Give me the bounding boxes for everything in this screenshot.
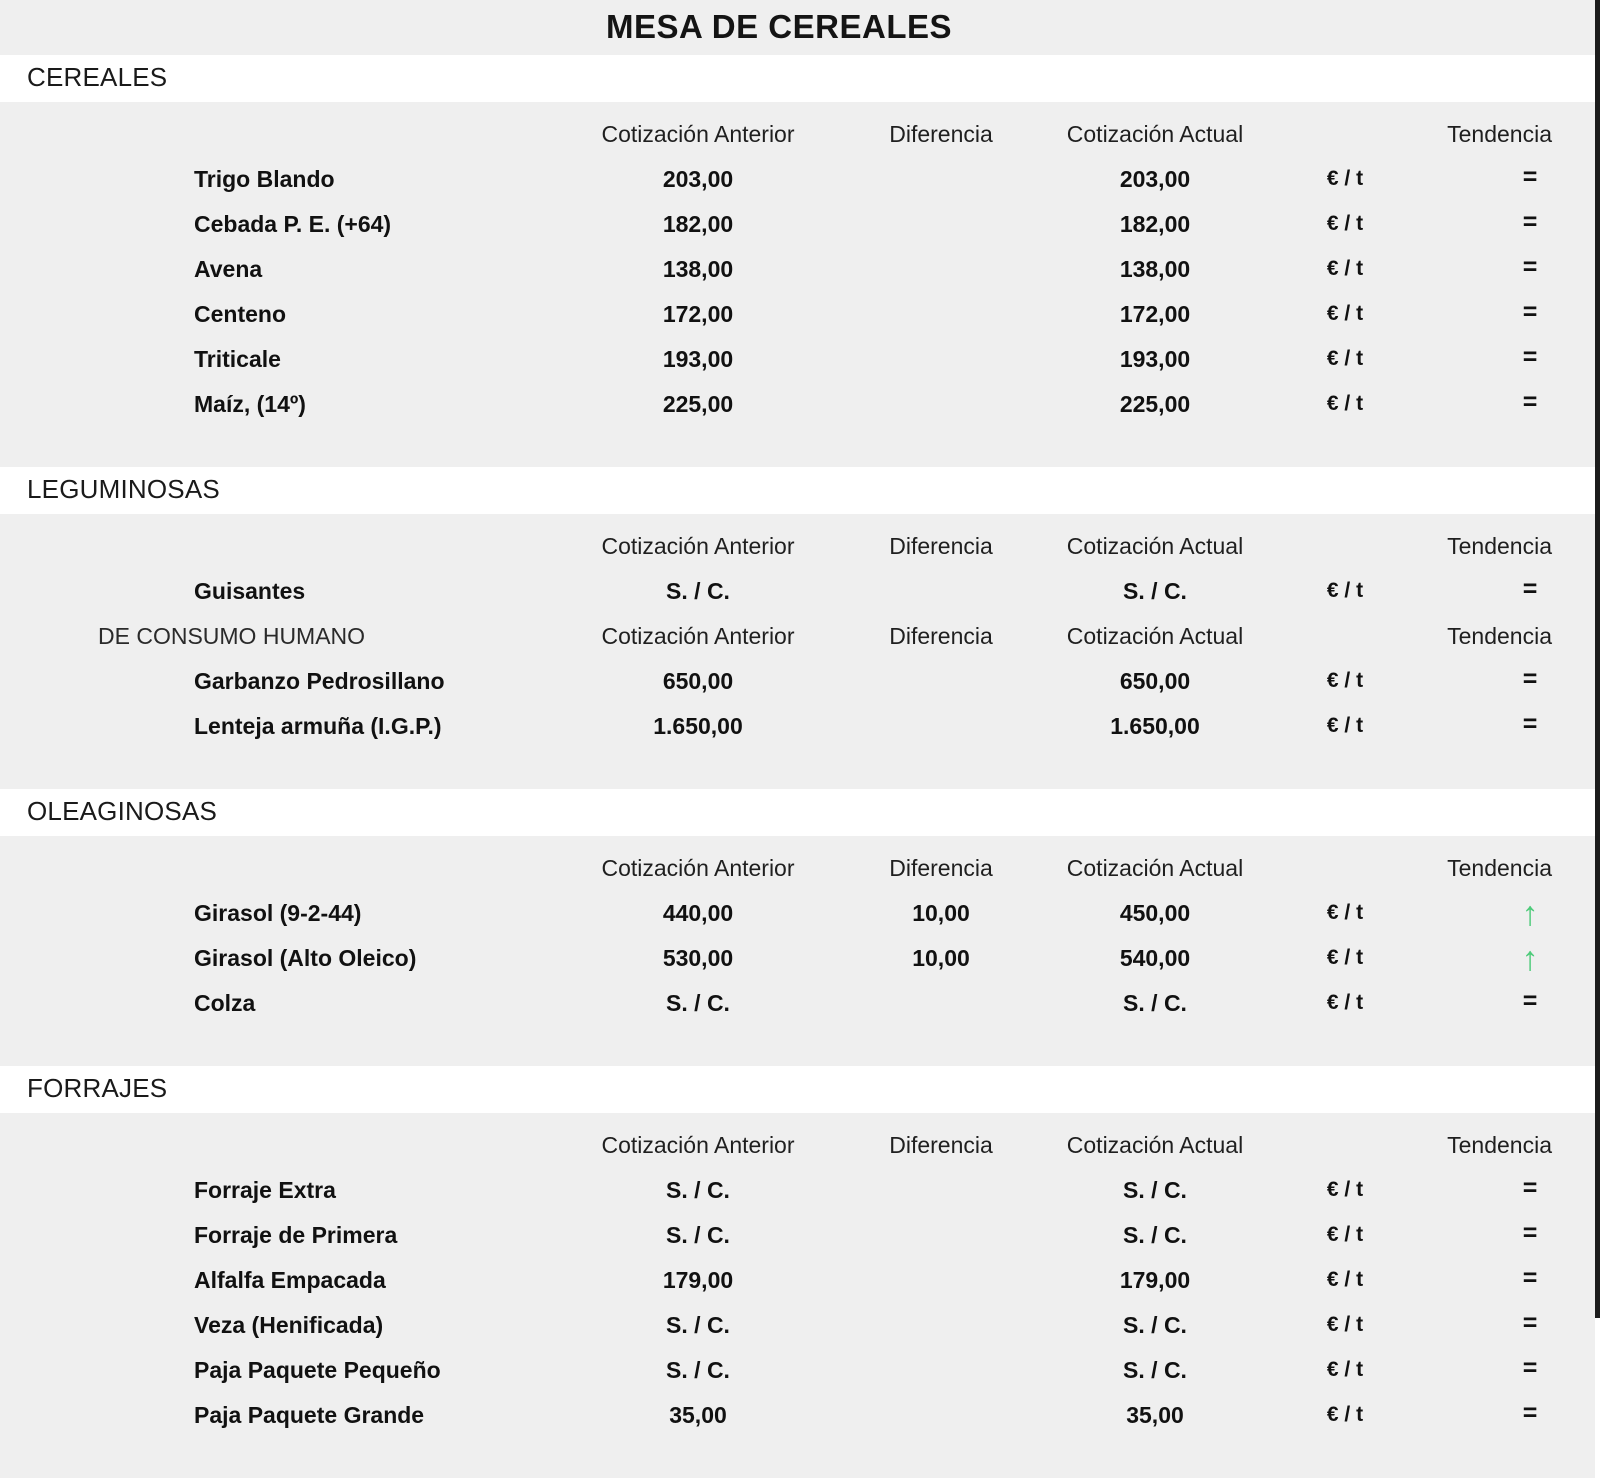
product-name: Trigo Blando xyxy=(194,166,335,192)
unit-label: € / t xyxy=(1326,901,1364,924)
previous-quote-value: 138,00 xyxy=(662,256,734,282)
unit-label: € / t xyxy=(1326,347,1364,370)
trend-equal-icon: = xyxy=(1522,1174,1538,1202)
current-quote-value: 35,00 xyxy=(1126,1402,1184,1428)
unit-label: € / t xyxy=(1326,212,1364,235)
previous-quote-value: 530,00 xyxy=(662,945,734,971)
product-name: Garbanzo Pedrosillano xyxy=(194,668,445,694)
trend-equal-icon: = xyxy=(1522,208,1538,236)
section-header-forrajes xyxy=(0,1066,1595,1113)
arrow-up-glyph: ↑ xyxy=(1521,940,1539,978)
product-name: Lenteja armuña (I.G.P.) xyxy=(194,713,442,739)
previous-quote-value: 35,00 xyxy=(669,1402,727,1428)
unit-label: € / t xyxy=(1326,1223,1364,1246)
table-row xyxy=(0,1213,1595,1258)
unit-label: € / t xyxy=(1326,302,1364,325)
unit-label: € / t xyxy=(1326,1403,1364,1426)
current-quote-value: 203,00 xyxy=(1119,166,1191,192)
previous-quote-value: S. / C. xyxy=(666,578,730,604)
row-spacer xyxy=(0,427,1595,467)
section-title: OLEAGINOSAS xyxy=(27,796,218,826)
column-header-difference: Diferencia xyxy=(889,121,993,147)
previous-quote-value: 440,00 xyxy=(662,900,734,926)
trend-equal-icon: = xyxy=(1522,1309,1538,1337)
difference-value: Diferencia xyxy=(889,623,993,649)
trend-equal-icon: = xyxy=(1522,1399,1538,1427)
previous-quote-value: S. / C. xyxy=(666,1222,730,1248)
table-row xyxy=(0,247,1595,292)
difference-value: 10,00 xyxy=(912,945,970,971)
product-name: Forraje de Primera xyxy=(194,1222,398,1248)
product-name: Centeno xyxy=(194,301,286,327)
section-rows xyxy=(0,1113,1595,1478)
column-header-difference: Diferencia xyxy=(889,533,993,559)
table-row xyxy=(0,1168,1595,1213)
table-row xyxy=(0,704,1595,749)
column-header-current: Cotización Actual xyxy=(1066,855,1244,881)
column-header-trend: Tendencia xyxy=(1447,623,1552,649)
row-spacer xyxy=(0,514,1595,524)
column-header-current: Cotización Actual xyxy=(1066,121,1244,147)
table-row xyxy=(0,891,1595,936)
unit-label: € / t xyxy=(1326,946,1364,969)
trend-equal-icon: = xyxy=(1522,665,1538,693)
product-name: Alfalfa Empacada xyxy=(194,1267,386,1293)
current-quote-value: S. / C. xyxy=(1123,990,1187,1016)
trend-equal-icon: = xyxy=(1522,298,1538,326)
section-rows xyxy=(0,514,1595,789)
current-quote-value: 225,00 xyxy=(1119,391,1191,417)
column-header-row xyxy=(0,1123,1595,1168)
table-row xyxy=(0,1348,1595,1393)
section-header-oleaginosas xyxy=(0,789,1595,836)
column-header-previous: Cotización Anterior xyxy=(601,855,795,881)
title-band xyxy=(0,0,1595,55)
table-row xyxy=(0,157,1595,202)
column-header-previous: Cotización Anterior xyxy=(601,533,795,559)
section-rows xyxy=(0,836,1595,1066)
column-header-difference: Diferencia xyxy=(889,855,993,881)
current-quote-value: S. / C. xyxy=(1123,1357,1187,1383)
current-quote-value: 450,00 xyxy=(1119,900,1191,926)
current-quote-value: 179,00 xyxy=(1119,1267,1191,1293)
section-title: CEREALES xyxy=(27,62,168,92)
product-name: Girasol (9-2-44) xyxy=(194,900,362,926)
unit-label: € / t xyxy=(1326,669,1364,692)
table-row xyxy=(0,569,1595,614)
previous-quote-value: S. / C. xyxy=(666,1357,730,1383)
trend-equal-icon: = xyxy=(1522,987,1538,1015)
current-quote-value: 540,00 xyxy=(1119,945,1191,971)
row-spacer xyxy=(0,1438,1595,1478)
column-header-row xyxy=(0,524,1595,569)
table-row xyxy=(0,1258,1595,1303)
product-name: Triticale xyxy=(194,346,281,372)
table-row xyxy=(0,202,1595,247)
trend-equal-icon: = xyxy=(1522,253,1538,281)
section-header-leguminosas xyxy=(0,467,1595,514)
column-header-current: Cotización Actual xyxy=(1066,533,1244,559)
row-spacer xyxy=(0,749,1595,789)
row-spacer xyxy=(0,102,1595,112)
trend-equal-icon: = xyxy=(1522,163,1538,191)
column-header-trend: Tendencia xyxy=(1447,533,1552,559)
previous-quote-value: 179,00 xyxy=(662,1267,734,1293)
column-header-trend: Tendencia xyxy=(1447,855,1552,881)
table-row xyxy=(0,981,1595,1026)
unit-label: € / t xyxy=(1326,392,1364,415)
section-header-cereales xyxy=(0,55,1595,102)
previous-quote-value: S. / C. xyxy=(666,1312,730,1338)
unit-label: € / t xyxy=(1326,991,1364,1014)
previous-quote-value: 650,00 xyxy=(662,668,734,694)
product-name: Forraje Extra xyxy=(194,1177,336,1203)
column-header-row xyxy=(0,846,1595,891)
current-quote-value: 182,00 xyxy=(1119,211,1191,237)
difference-value: 10,00 xyxy=(912,900,970,926)
unit-label: € / t xyxy=(1326,579,1364,602)
current-quote-value: 138,00 xyxy=(1119,256,1191,282)
current-quote-value: S. / C. xyxy=(1123,1177,1187,1203)
unit-label: € / t xyxy=(1326,1178,1364,1201)
column-header-current: Cotización Actual xyxy=(1066,1132,1244,1158)
unit-label: € / t xyxy=(1326,167,1364,190)
table-row xyxy=(0,292,1595,337)
previous-quote-value: 182,00 xyxy=(662,211,734,237)
table-row xyxy=(0,382,1595,427)
product-name: Avena xyxy=(194,256,263,282)
current-quote-value: S. / C. xyxy=(1123,1222,1187,1248)
table-row xyxy=(0,936,1595,981)
product-name: Paja Paquete Pequeño xyxy=(194,1357,441,1383)
trend-equal-icon: = xyxy=(1522,575,1538,603)
trend-equal-icon: = xyxy=(1522,1264,1538,1292)
unit-label: € / t xyxy=(1326,257,1364,280)
table-row xyxy=(0,337,1595,382)
current-quote-value: 193,00 xyxy=(1119,346,1191,372)
previous-quote-value: 172,00 xyxy=(662,301,734,327)
row-spacer xyxy=(0,1113,1595,1123)
table-row xyxy=(0,1393,1595,1438)
section-title: LEGUMINOSAS xyxy=(27,474,220,504)
trend-equal-icon: = xyxy=(1522,710,1538,738)
subsection-header-row xyxy=(0,614,1595,659)
product-name: Guisantes xyxy=(194,578,306,604)
column-header-trend: Tendencia xyxy=(1447,1132,1552,1158)
row-spacer xyxy=(0,1026,1595,1066)
current-quote-value: 650,00 xyxy=(1119,668,1191,694)
product-name: Veza (Henificada) xyxy=(194,1312,384,1338)
unit-label: € / t xyxy=(1326,1268,1364,1291)
section-title: FORRAJES xyxy=(27,1073,168,1103)
column-header-previous: Cotización Anterior xyxy=(601,1132,795,1158)
previous-quote-value: S. / C. xyxy=(666,990,730,1016)
current-quote-value: S. / C. xyxy=(1123,1312,1187,1338)
previous-quote-value: 1.650,00 xyxy=(653,713,743,739)
trend-equal-icon: = xyxy=(1522,388,1538,416)
previous-quote-value: 203,00 xyxy=(662,166,734,192)
current-quote-value: S. / C. xyxy=(1123,578,1187,604)
current-quote-value: Cotización Actual xyxy=(1066,623,1244,649)
current-quote-value: 172,00 xyxy=(1119,301,1191,327)
previous-quote-value: S. / C. xyxy=(666,1177,730,1203)
column-header-trend: Tendencia xyxy=(1447,121,1552,147)
subsection-label: DE CONSUMO HUMANO xyxy=(98,623,366,649)
trend-up-icon xyxy=(1455,942,1605,977)
product-name: Cebada P. E. (+64) xyxy=(194,211,392,237)
column-header-row xyxy=(0,112,1595,157)
trend-equal-icon: = xyxy=(1522,343,1538,371)
previous-quote-value: Cotización Anterior xyxy=(601,623,795,649)
previous-quote-value: 193,00 xyxy=(662,346,734,372)
trend-equal-icon: = xyxy=(1522,1219,1538,1247)
trend-up-icon xyxy=(1455,897,1605,932)
product-name: Maíz, (14º) xyxy=(194,391,306,417)
arrow-up-glyph: ↑ xyxy=(1521,895,1539,933)
product-name: Girasol (Alto Oleico) xyxy=(194,945,417,971)
section-rows xyxy=(0,102,1595,467)
unit-label: € / t xyxy=(1326,1358,1364,1381)
sections-container xyxy=(0,55,1595,1478)
trend-equal-icon: = xyxy=(1522,1354,1538,1382)
row-spacer xyxy=(0,836,1595,846)
previous-quote-value: 225,00 xyxy=(662,391,734,417)
unit-label: € / t xyxy=(1326,714,1364,737)
unit-label: € / t xyxy=(1326,1313,1364,1336)
table-row xyxy=(0,1303,1595,1348)
column-header-difference: Diferencia xyxy=(889,1132,993,1158)
current-quote-value: 1.650,00 xyxy=(1110,713,1200,739)
product-name: Colza xyxy=(194,990,256,1016)
page-title: MESA DE CEREALES xyxy=(606,8,952,45)
column-header-previous: Cotización Anterior xyxy=(601,121,795,147)
table-row xyxy=(0,659,1595,704)
product-name: Paja Paquete Grande xyxy=(194,1402,425,1428)
